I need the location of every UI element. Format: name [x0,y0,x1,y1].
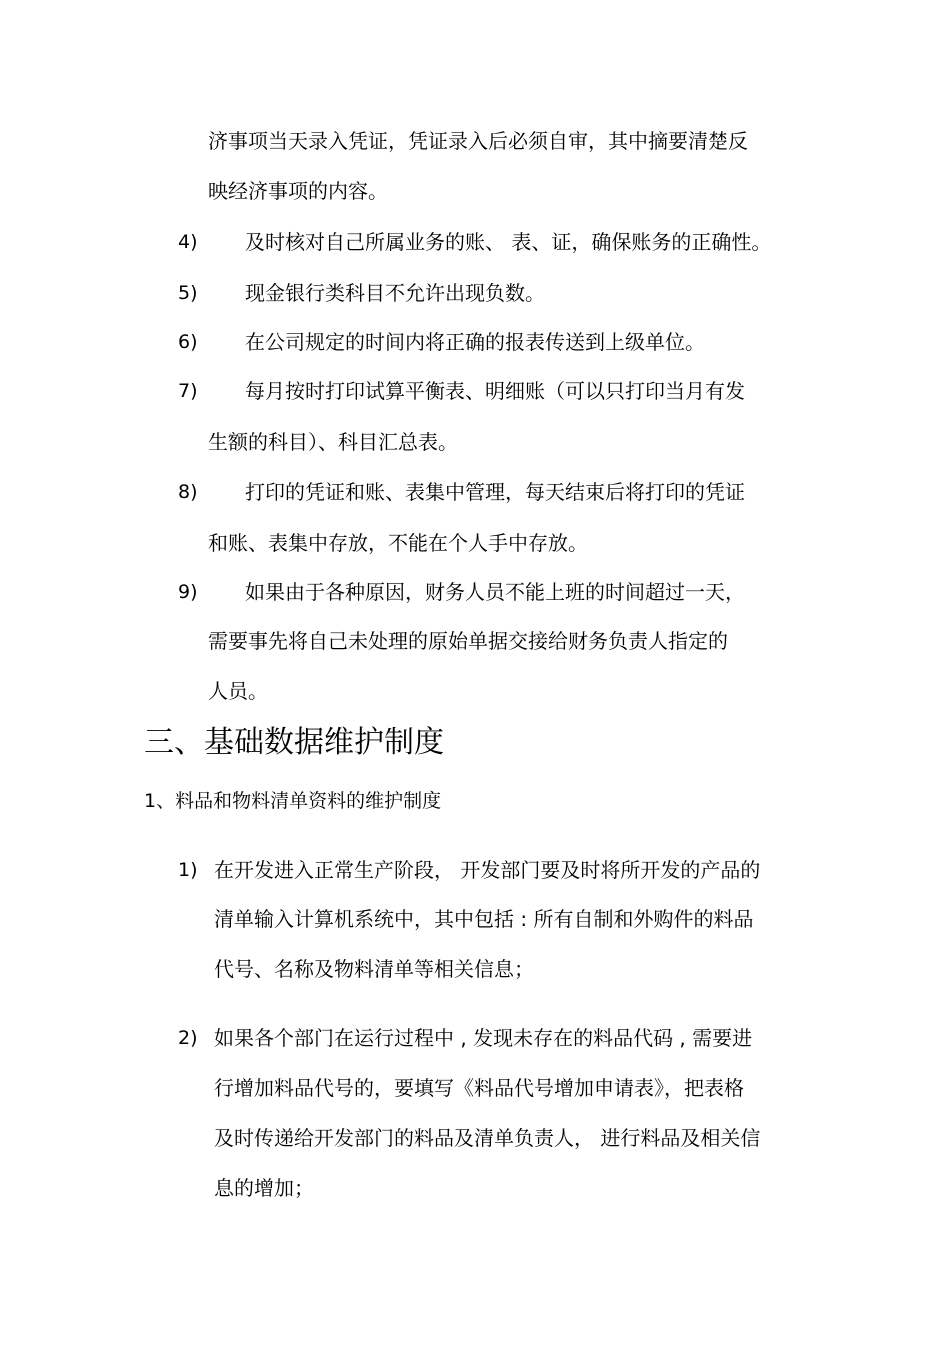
list-item-text: 人员。 [208,679,268,703]
list-item-text: 每月按时打印试算平衡表、明细账（可以只打印当月有发 [245,379,745,403]
list-item-text: 及时传递给开发部门的料品及清单负责人， 进行料品及相关信 [214,1126,761,1150]
list-item-text: 行增加料品代号的，要填写《料品代号增加申请表》，把表格 [214,1076,744,1100]
subsection-heading: 1、料品和物料清单资料的维护制度 [144,790,442,812]
paragraph-line: 济事项当天录入凭证，凭证录入后必须自审，其中摘要清楚反 [208,129,748,153]
list-item-text: 如果各个部门在运行过程中 , 发现未存在的料品代码 , 需要进 [214,1026,753,1050]
list-item-text: 打印的凭证和账、表集中管理，每天结束后将打印的凭证 [245,480,745,504]
list-item-number: 8) [178,481,198,503]
list-item-text: 需要事先将自己未处理的原始单据交接给财务负责人指定的 [208,629,728,653]
list-item-number: 9) [178,581,198,603]
section-heading: 三、基础数据维护制度 [144,725,444,760]
list-item-text: 现金银行类科目不允许出现负数。 [245,281,545,305]
paragraph-line: 映经济事项的内容。 [208,179,388,203]
list-item-text: 如果由于各种原因，财务人员不能上班的时间超过一天， [245,580,745,604]
list-item-number: 7) [178,380,198,402]
list-item-number: 4) [178,231,198,253]
list-item-text: 及时核对自己所属业务的账、 表、证，确保账务的正确性。 [245,230,772,254]
list-item-text: 清单输入计算机系统中，其中包括 : 所有自制和外购件的料品 [214,907,754,931]
list-item-text: 和账、表集中存放，不能在个人手中存放。 [208,531,588,555]
list-item-text: 息的增加； [214,1176,314,1200]
list-item-number: 2) [178,1027,198,1049]
list-item-text: 生额的科目）、科目汇总表。 [208,430,458,454]
list-item-text: 代号、名称及物料清单等相关信息； [214,957,534,981]
list-item-text: 在公司规定的时间内将正确的报表传送到上级单位。 [245,330,705,354]
list-item-text: 在开发进入正常生产阶段， 开发部门要及时将所开发的产品的 [214,858,761,882]
list-item-number: 6) [178,331,198,353]
list-item-number: 1) [178,859,198,881]
list-item-number: 5) [178,282,198,304]
